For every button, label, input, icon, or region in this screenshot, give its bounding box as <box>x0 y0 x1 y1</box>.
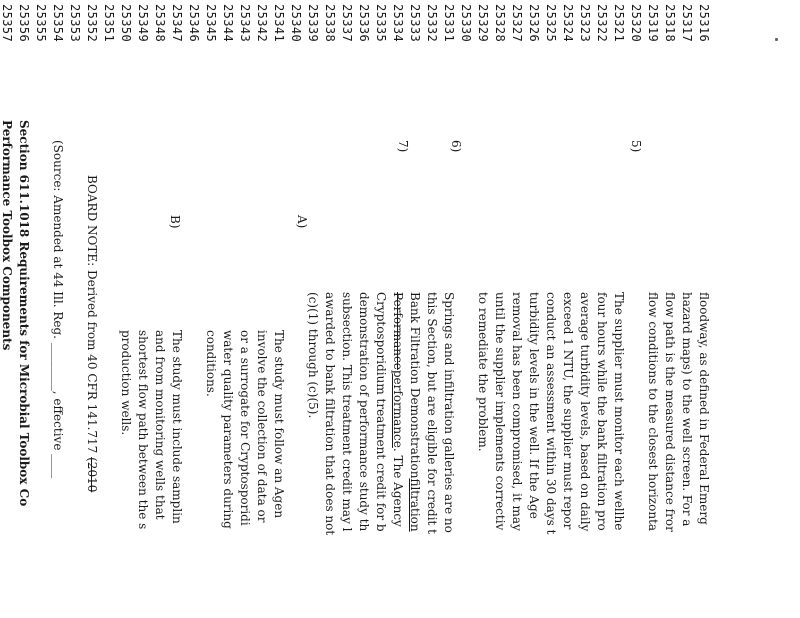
line-number: 25351 <box>102 4 116 43</box>
item-marker-7: 7) <box>396 140 410 153</box>
text-line: water quality parameters during <box>221 330 235 529</box>
line-number: 25354 <box>51 4 65 43</box>
line-number: 25333 <box>408 4 422 43</box>
text-line: Springs and infiltration galleries are no <box>442 292 456 533</box>
line-number: 25353 <box>68 4 82 43</box>
line-number: 25342 <box>255 4 269 43</box>
text-line: (c)(1) through (c)(5). <box>306 292 320 419</box>
text-line: awarded to bank filtration that does not <box>323 292 337 536</box>
text-line <box>409 292 421 532</box>
line-number: 25352 <box>85 4 99 43</box>
text-line: The supplier must monitor each wellhe <box>612 292 626 531</box>
line-number: 25337 <box>340 4 354 43</box>
text-line: or a surrogate for Cryptosporidi <box>238 330 252 526</box>
item-marker-a: A) <box>295 215 309 229</box>
line-number: 25339 <box>306 4 320 43</box>
line-number: 25317 <box>680 4 694 43</box>
text-line: until the supplier implements correctiv <box>493 292 507 531</box>
line-number: 25321 <box>612 4 626 43</box>
text-line: The study must follow an Agen <box>272 330 286 519</box>
struck-text: Bank Filtration Demonstration <box>408 292 422 479</box>
line-number: 25356 <box>17 4 31 43</box>
struck-text: (2010 <box>85 457 99 493</box>
text-line: turbidity levels in the well. If the Age <box>527 292 541 519</box>
text-line: production wells. <box>119 330 133 436</box>
line-number: 25338 <box>323 4 337 43</box>
text-line: and from monitoring wells that <box>153 330 167 520</box>
line-number: 25350 <box>119 4 133 43</box>
line-number: 25322 <box>595 4 609 43</box>
line-number: 25324 <box>561 4 575 43</box>
line-number: 25325 <box>544 4 558 43</box>
text-line: floodway, as defined in Federal Emerg <box>697 292 711 525</box>
text-line: flow path is the measured distance fror <box>663 292 677 532</box>
section-heading: Section 611.1018 Requirements for Microbial Toolbox Co <box>17 120 31 507</box>
line-number: 25336 <box>357 4 371 43</box>
text-line <box>392 292 404 527</box>
line-number: 25326 <box>527 4 541 43</box>
line-number: 25349 <box>136 4 150 43</box>
scan-speck <box>775 38 778 41</box>
text-line: subsection. This treatment credit may l <box>340 292 354 532</box>
text-line: conduct an assessment within 30 days t <box>544 292 558 535</box>
line-number: 25357 <box>0 4 14 43</box>
text-line: The study must include samplin <box>170 330 184 524</box>
line-number: 25327 <box>510 4 524 43</box>
item-marker-6: 6) <box>449 140 463 153</box>
text-line: involve the collection of data or <box>255 330 269 523</box>
source-note: (Source: Amended at 44 Ill. Reg. ________, effective ____ <box>51 140 65 479</box>
line-number: 25347 <box>170 4 184 43</box>
line-number: 25355 <box>34 4 48 43</box>
line-number: 25348 <box>153 4 167 43</box>
text-line: to remediate the problem. <box>476 292 490 452</box>
line-number: 25328 <box>493 4 507 43</box>
section-heading-continued: Performance Toolbox Components <box>0 120 14 351</box>
text-line: shortest flow path between the s <box>136 330 150 530</box>
line-number: 25346 <box>187 4 201 43</box>
text-line: Cryptosporidium treatment credit for b <box>374 292 388 532</box>
line-tail: . The Agency <box>391 447 405 527</box>
text-line: average turbidity levels, based on daily <box>578 292 592 532</box>
text-line: hazard maps) to the well screen. For a <box>680 292 694 527</box>
underlined-text: performance <box>391 369 405 448</box>
text-line: conditions. <box>204 330 218 397</box>
text-line: exceed 1 NTU, the supplier must repor <box>561 292 575 530</box>
text-line: this Section, but are eligible for credit t <box>425 292 439 534</box>
line-number: 25320 <box>629 4 643 43</box>
blank-line: ____ <box>51 454 65 479</box>
text-line: demonstration of performance study th <box>357 292 371 532</box>
struck-text: Performance <box>391 292 405 370</box>
line-number: 25319 <box>646 4 660 43</box>
line-number: 25334 <box>391 4 405 43</box>
line-number: 25335 <box>374 4 388 43</box>
line-number: 25341 <box>272 4 286 43</box>
line-number: 25343 <box>238 4 252 43</box>
line-number: 25329 <box>476 4 490 43</box>
item-marker-5: 5) <box>629 140 643 153</box>
line-number: 25345 <box>204 4 218 43</box>
line-number: 25330 <box>459 4 473 43</box>
line-number: 25323 <box>578 4 592 43</box>
line-number: 25340 <box>289 4 303 43</box>
item-marker-b: B) <box>168 215 182 229</box>
line-number: 25318 <box>663 4 677 43</box>
line-number: 25344 <box>221 4 235 43</box>
text-line: four hours while the bank filtration pro <box>595 292 609 531</box>
line-number: 25331 <box>442 4 456 43</box>
line-number: 25332 <box>425 4 439 43</box>
board-note: BOARD NOTE: Derived from 40 CFR 141.717 (2010 <box>85 175 99 493</box>
text-line: removal has been compromised, it may <box>510 292 524 531</box>
line-number: 25316 <box>697 4 711 43</box>
underlined-text: filtration <box>408 478 422 532</box>
blank-line: ________ <box>51 342 65 391</box>
text-line: flow conditions to the closest horizonta <box>646 292 660 532</box>
